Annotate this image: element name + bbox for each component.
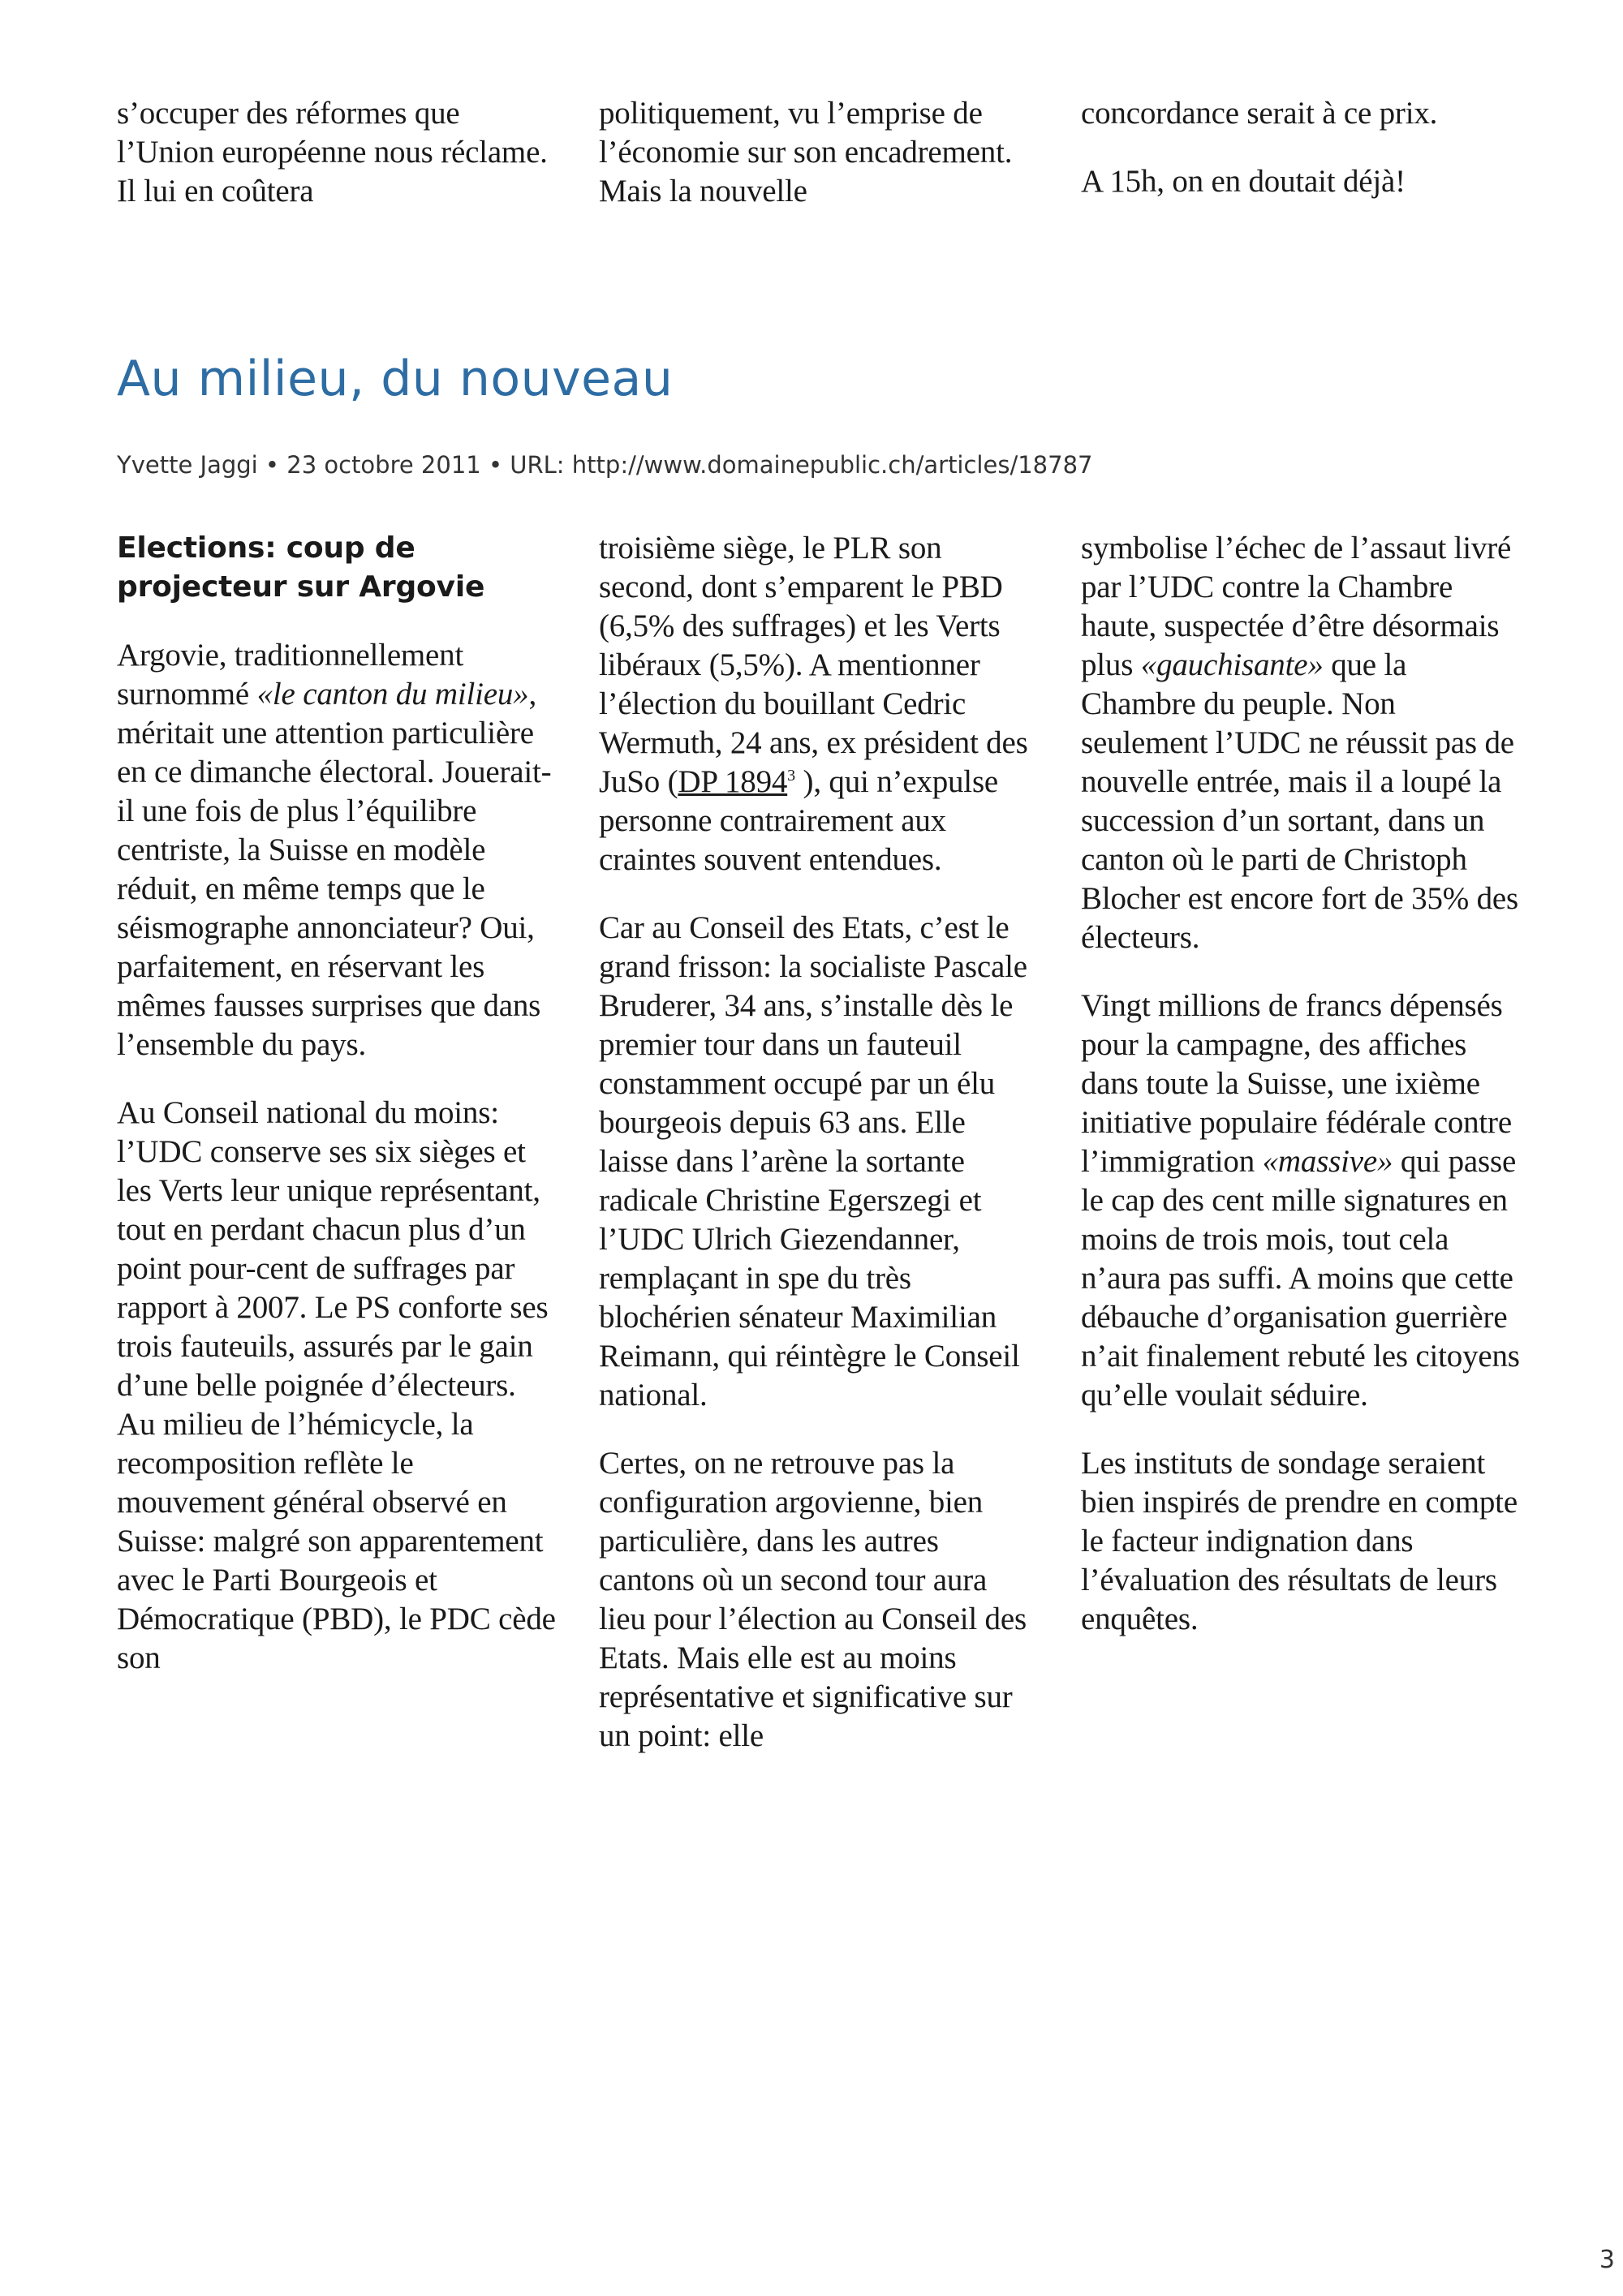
paragraph: Certes, on ne retrouve pas la configuration argovienne, bien particulière, dans les autres cantons où un second tour aura lieu pour l’élection au Conseil des Etats. Mais elle est au moins représentative et significative sur un point: elle [599, 1446, 1027, 1753]
prev-article-column-2 [599, 94, 1041, 211]
article-title: Au milieu, du nouveau [117, 350, 674, 407]
article-column-3 [1081, 529, 1523, 1639]
paragraph: symbolise l’échec de l’assaut livré par l’UDC contre la Chambre haute, suspectée d’être désormais plus «gauchisante» que la Chambre du peuple. Non seulement l’UDC ne réussit pas de nouvelle entrée, mais il a loupé la succession d’un sortant, dans un canton où le parti de Christoph Blocher est encore fort de 35% des électeurs. [1081, 531, 1518, 955]
prev-article-column-3 [1081, 94, 1523, 201]
article-subhead: Elections: coup de projecteur sur Argovie [117, 531, 485, 604]
reference-link[interactable]: DP 1894 [678, 764, 788, 799]
paragraph: Argovie, traditionnellement surnommé «le canton du milieu», méritait une attention particulière en ce dimanche électoral. Jouerait-il une fois de plus l’équilibre centriste, la Suisse en modèle réduit, en même temps que le séismographe annonciateur? Oui, parfaitement, en réservant les mêmes fausses surprises que dans l’ensemble du pays. [117, 638, 552, 1062]
paragraph: troisième siège, le PLR son second, dont s’emparent le PBD (6,5% des suffrages) et les Verts libéraux (5,5%). A mentionner l’élection du bouillant Cedric Wermuth, 24 ans, ex président des JuSo (DP 1894$^3$ ), qui n’expulse personne contrairement aux craintes souvent entendues. [599, 531, 1028, 877]
paragraph: Vingt millions de francs dépensés pour la campagne, des affiches dans toute la Suisse, une ixième initiative populaire fédérale contre l’immigration «massive» qui passe le cap des cent mille signatures en moins de trois mois, tout cela n’aura pas suffi. A moins que cette débauche d’organisation guerrière n’ait finalement rebuté les citoyens qu’elle voulait séduire. [1081, 988, 1520, 1412]
paragraph: politiquement, vu l’emprise de l’économie sur son encadrement. Mais la nouvelle [599, 96, 1013, 209]
prev-article-column-1 [117, 94, 559, 211]
footnote-marker: 3 [787, 767, 795, 785]
article-byline: Yvette Jaggi • 23 octobre 2011 • URL: http://www.domainepublic.ch/articles/18787 [117, 451, 1093, 479]
paragraph: Au Conseil national du moins: l’UDC conserve ses six sièges et les Verts leur unique représentant, tout en perdant chacun plus d’un point pour-cent de suffrages par rapport à 2007. Le PS conforte ses trois fauteuils, assurés par le gain d’une belle poignée d’électeurs. Au milieu de l’hémicycle, la recomposition reflète le mouvement général observé en Suisse: malgré son apparentement avec le Parti Bourgeois et Démocratique (PBD), le PDC cède son [117, 1095, 556, 1675]
paragraph: Car au Conseil des Etats, c’est le grand frisson: la socialiste Pascale Bruderer, 34 ans, s’installe dès le premier tour dans un fauteuil constamment occupé par un élu bourgeois depuis 63 ans. Elle laisse dans l’arène la sortante radicale Christine Egerszegi et l’UDC Ulrich Giezendanner, remplaçant in spe du très blochérien sénateur Maximilian Reimann, qui réintègre le Conseil national. [599, 910, 1027, 1412]
paragraph: s’occuper des réformes que l’Union européenne nous réclame. Il lui en coûtera [117, 96, 548, 209]
page-number: 3 [1599, 2246, 1615, 2274]
article-column-2 [599, 529, 1041, 1756]
paragraph: A 15h, on en doutait déjà! [1081, 164, 1406, 199]
article-column-1 [117, 529, 559, 1678]
paragraph: Les instituts de sondage seraient bien inspirés de prendre en compte le facteur indignation dans l’évaluation des résultats de leurs enquêtes. [1081, 1446, 1518, 1636]
paragraph: concordance serait à ce prix. [1081, 96, 1438, 131]
